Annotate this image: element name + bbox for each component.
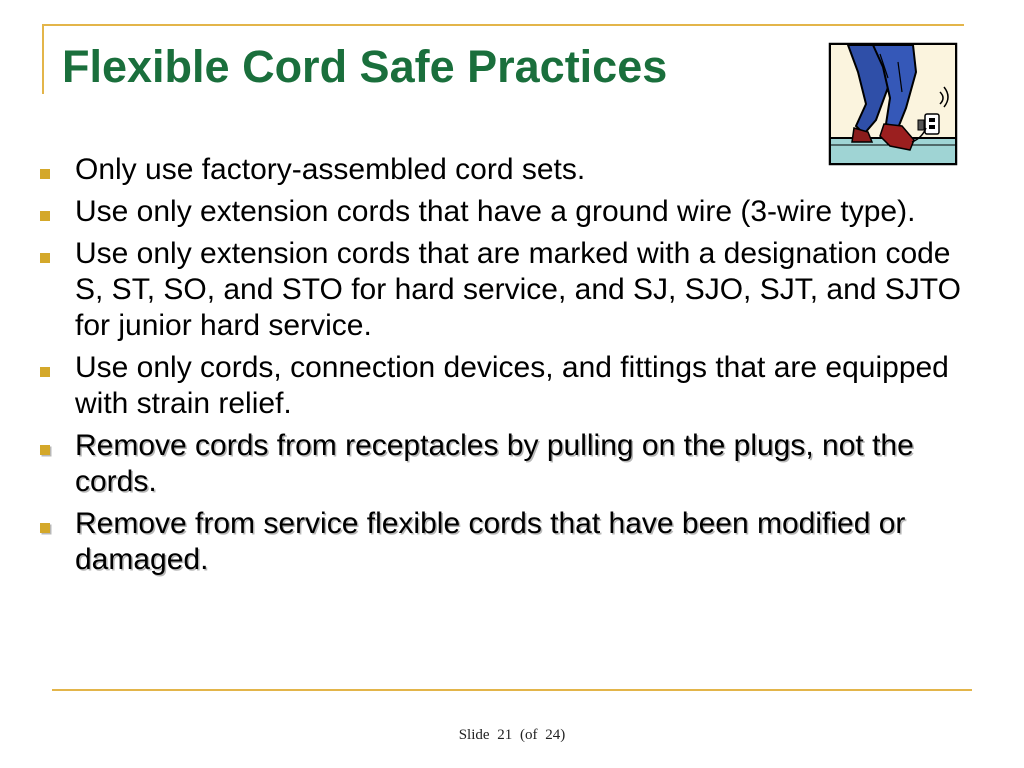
- square-bullet-icon: [40, 169, 50, 179]
- bullet-item-emphasized: [36, 428, 986, 500]
- bullet-item: [36, 152, 986, 188]
- frame-top-rule: [42, 24, 964, 26]
- frame-left-rule: [42, 24, 44, 94]
- bullet-text: Use only extension cords that have a ground wire (3-wire type).: [75, 195, 916, 228]
- slide-title: Flexible Cord Safe Practices: [62, 41, 668, 92]
- footer-rule: [52, 689, 972, 691]
- bullet-text: Only use factory-assembled cord sets.: [75, 153, 586, 186]
- bullet-list: [36, 152, 986, 584]
- bullet-item: [36, 236, 986, 344]
- bullet-text: Use only extension cords that are marked with a designation code S, ST, SO, and STO for hard service, and SJ, SJO, SJT, and SJTO for junior hard service.: [75, 237, 961, 342]
- footer-slide-total: 24): [545, 727, 566, 743]
- bullet-item: [36, 350, 986, 422]
- slide-number-footer: [0, 727, 1024, 744]
- bullet-item-emphasized: [36, 506, 986, 578]
- square-bullet-icon: [40, 211, 50, 221]
- footer-slide-word: Slide: [458, 727, 490, 743]
- footer-of-word: (of: [520, 727, 538, 743]
- bullet-text: Remove from service flexible cords that have been modified or damaged.: [75, 507, 906, 576]
- bullet-text: Remove cords from receptacles by pulling on the plugs, not the cords.: [75, 429, 914, 498]
- kicking-plug-clipart-icon: [828, 42, 958, 166]
- square-bullet-icon: [40, 367, 50, 377]
- footer-slide-number: 21: [497, 727, 513, 743]
- square-bullet-icon: [40, 253, 50, 263]
- bullet-text: Use only cords, connection devices, and fittings that are equipped with strain relief.: [75, 351, 949, 420]
- square-bullet-icon: [40, 523, 50, 533]
- square-bullet-icon: [40, 445, 50, 455]
- bullet-item: [36, 194, 986, 230]
